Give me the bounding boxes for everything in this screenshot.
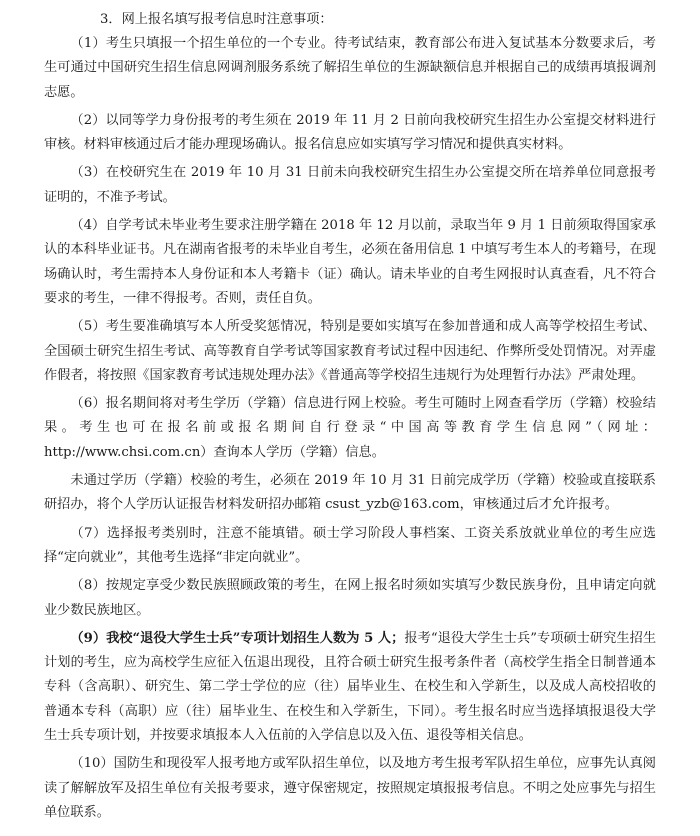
section-heading: 3．网上报名填写报考信息时注意事项： [100,12,333,27]
item-6-followup: 未通过学历（学籍）校验的考生，必须在 2019 年 10 月 31 日前完成学历（学籍）校验或直接联系研招办，将个人学历认证报告材料发研招办邮箱 csust_yzb@163.com，审核通过后才允许报考。 [44,473,656,513]
item-8: （8）按规定享受少数民族照顾政策的考生，在网上报名时须如实填写少数民族身份，且申请定向就业少数民族地区。 [44,578,656,618]
item-2: （2）以同等学力身份报考的考生须在 2019 年 11 月 2 日前向我校研究生招生办公室提交材料进行审核。材料审核通过后才能办理现场确认。报名信息应如实填写学习情况和提供真实材料。 [44,112,656,153]
item-9 [44,627,656,748]
item-9-highlight: （9）我校“退役大学生士兵”专项计划招生人数为 5 人； [70,630,405,646]
item-10: （10）国防生和现役军人报考地方或军队招生单位，以及地方考生报考军队招生单位，应事先认真阅读了解解放军及招生单位有关报考要求，遵守保密规定，按照规定填报报考信息。不明之处应事先与招生单位联系。 [44,756,656,820]
item-6: （6）报名期间将对考生学历（学籍）信息进行网上校验。考生可随时上网查看学历（学籍）校验结果。考生也可在报名前或报名期间自行登录“中国高等教育学生信息网”（网址：http://www.chsi.com.cn）查询本人学历（学籍）信息。 [44,396,656,460]
item-9-body: 报考“退役大学生士兵”专项硕士研究生招生计划的考生，应为高校学生应征入伍退出现役，且符合硕士研究生报考条件者（高校学生指全日制普通本专科（含高职）、研究生、第二学士学位的应（往）届毕业生、在校生和入学新生，以及成人高校招收的普通本专科（高职）应（往）届毕业生、在校生和入学新生，下同）。考生报名时应当选择填报退役大学生士兵专项计划，并按要求填报本人入伍前的入学信息以及入伍、退役等相关信息。 [44,630,657,744]
item-4: （4）自学考试未毕业考生要求注册学籍在 2018 年 12 月以前，录取当年 9 月 1 日前须取得国家承认的本科毕业证书。凡在湖南省报考的未毕业自考生，必须在备用信息 1 中填写考生本人的考籍号，在现场确认时，考生需持本人身份证和本人考籍卡（证）确认。请未毕业的自考生网报时认真查看，凡不符合要求的考生，一律不得报考。否则，责任自负。 [44,218,656,306]
item-5: （5）考生要准确填写本人所受奖惩情况，特别是要如实填写在参加普通和成人高等学校招生考试、全国硕士研究生招生考试、高等教育自学考试等国家教育考试过程中因违纪、作弊所受处罚情况。对弄虚作假者，将按照《国家教育考试违规处理办法》《普通高等学校招生违规行为处理暂行办法》严肃处理。 [44,319,656,383]
item-3: （3）在校研究生在 2019 年 10 月 31 日前未向我校研究生招生办公室提交所在培养单位同意报考证明的，不准予考试。 [44,165,656,205]
item-7: （7）选择报考类别时，注意不能填错。硕士学习阶段人事档案、工资关系放就业单位的考生应选择“定向就业”，其他考生选择“非定向就业”。 [44,525,656,565]
item-1: （1）考生只填报一个招生单位的一个专业。待考试结束，教育部公布进入复试基本分数要求后，考生可通过中国研究生招生信息网调剂服务系统了解招生单位的生源缺额信息并根据自己的成绩再填报调剂志愿。 [44,36,656,100]
